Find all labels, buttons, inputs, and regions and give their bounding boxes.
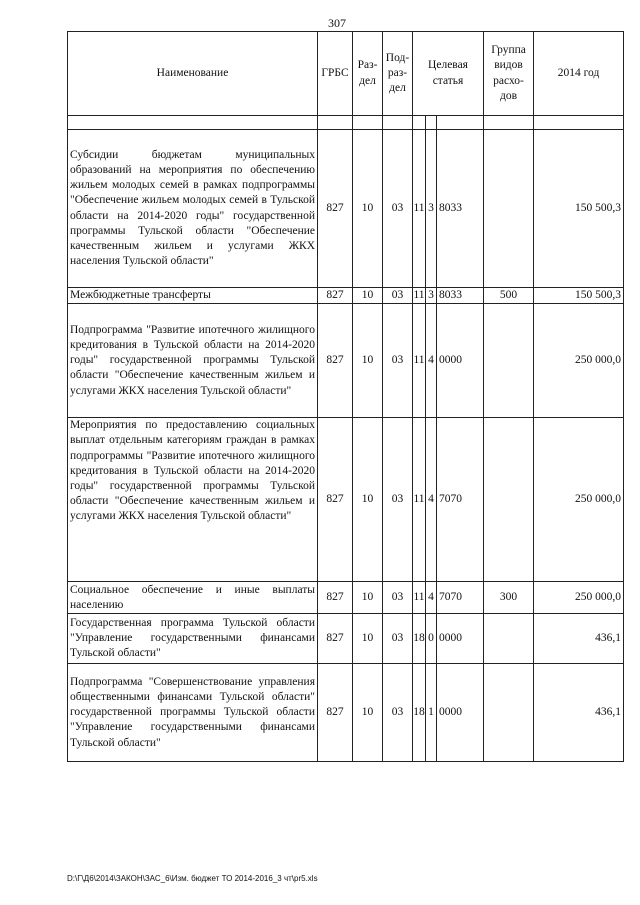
header-podrazdel: Под- раз- дел — [383, 32, 413, 116]
row-podrazdel: 03 — [383, 664, 413, 762]
budget-table — [67, 31, 624, 762]
row-podrazdel: 03 — [383, 614, 413, 664]
row-cs1: 11 — [413, 130, 426, 288]
row-amount: 250 000,0 — [534, 418, 624, 582]
file-path-footer: D:\Г\Д6\2014\ЗАКОН\ЗАС_6\Изм. бюджет ТО 2014-2016_3 чт\pr5.xls — [67, 874, 318, 883]
table-row — [68, 418, 624, 582]
row-razdel: 10 — [353, 664, 383, 762]
row-cs1: 18 — [413, 614, 426, 664]
row-group — [484, 130, 534, 288]
row-group: 300 — [484, 582, 534, 614]
row-razdel: 10 — [353, 304, 383, 418]
table-header-row — [68, 32, 624, 116]
row-cs2: 0 — [426, 614, 437, 664]
header-grbs: ГРБС — [318, 32, 353, 116]
row-group — [484, 418, 534, 582]
row-cs3: 8033 — [437, 130, 484, 288]
row-name: Мероприятия по предоставлению социальных выплат отдельным категориям граждан в рамках подпрограммы "Развитие ипотечного жилищного кредитования в Тульской области на 2014-2020 годы" государственной программы Тульской области "Обеспечение качественным жильем и услугами ЖКХ населения Тульской области" — [68, 418, 318, 582]
header-name: Наименование — [68, 32, 318, 116]
row-name: Подпрограмма "Развитие ипотечного жилищного кредитования в Тульской области на 2014-2020 годы" государственной программы Тульской области "Обеспечение качественным жильем и услугами ЖКХ населения Тульской области" — [68, 304, 318, 418]
row-cs1: 11 — [413, 418, 426, 582]
row-razdel: 10 — [353, 130, 383, 288]
row-cs2: 1 — [426, 664, 437, 762]
row-amount: 250 000,0 — [534, 304, 624, 418]
row-name: Субсидии бюджетам муниципальных образований на мероприятия по обеспечению жильем молодых семей в рамках подпрограммы "Обеспечение жильем молодых семей в Тульской области на 2014-2020 годы" государственной программы Тульской области "Обеспечение качественным жильем и услугами ЖКХ населения Тульской области" — [68, 130, 318, 288]
row-cs1: 11 — [413, 288, 426, 304]
row-amount: 436,1 — [534, 614, 624, 664]
table-row — [68, 288, 624, 304]
table-row — [68, 130, 624, 288]
row-name: Социальное обеспечение и иные выплаты населению — [68, 582, 318, 614]
row-cs3: 0000 — [437, 664, 484, 762]
header-year: 2014 год — [534, 32, 624, 116]
header-spacer — [68, 116, 624, 130]
row-podrazdel: 03 — [383, 418, 413, 582]
table-row — [68, 664, 624, 762]
row-grbs: 827 — [318, 582, 353, 614]
row-cs2: 4 — [426, 418, 437, 582]
row-cs2: 3 — [426, 288, 437, 304]
row-group: 500 — [484, 288, 534, 304]
row-cs3: 8033 — [437, 288, 484, 304]
row-grbs: 827 — [318, 418, 353, 582]
row-razdel: 10 — [353, 614, 383, 664]
table-row — [68, 582, 624, 614]
row-amount: 250 000,0 — [534, 582, 624, 614]
row-cs1: 11 — [413, 582, 426, 614]
row-cs2: 4 — [426, 304, 437, 418]
row-group — [484, 664, 534, 762]
row-grbs: 827 — [318, 130, 353, 288]
row-razdel: 10 — [353, 418, 383, 582]
row-grbs: 827 — [318, 614, 353, 664]
row-amount: 436,1 — [534, 664, 624, 762]
row-grbs: 827 — [318, 664, 353, 762]
row-cs3: 0000 — [437, 614, 484, 664]
row-name: Государственная программа Тульской области "Управление государственными финансами Тульской области" — [68, 614, 318, 664]
row-cs3: 7070 — [437, 582, 484, 614]
row-amount: 150 500,3 — [534, 130, 624, 288]
row-cs2: 3 — [426, 130, 437, 288]
row-podrazdel: 03 — [383, 304, 413, 418]
row-cs1: 11 — [413, 304, 426, 418]
row-group — [484, 304, 534, 418]
row-cs2: 4 — [426, 582, 437, 614]
row-name: Подпрограмма "Совершенствование управления общественными финансами Тульской области" государственной программы Тульской области "Управление государственными финансами Тульской области" — [68, 664, 318, 762]
row-group — [484, 614, 534, 664]
row-grbs: 827 — [318, 304, 353, 418]
row-podrazdel: 03 — [383, 288, 413, 304]
header-razdel: Раз- дел — [353, 32, 383, 116]
row-razdel: 10 — [353, 288, 383, 304]
row-podrazdel: 03 — [383, 130, 413, 288]
row-grbs: 827 — [318, 288, 353, 304]
row-cs3: 0000 — [437, 304, 484, 418]
row-podrazdel: 03 — [383, 582, 413, 614]
row-cs1: 18 — [413, 664, 426, 762]
page-number: 307 — [328, 16, 346, 30]
header-target: Целевая статья — [413, 32, 484, 116]
table-row — [68, 304, 624, 418]
row-name: Межбюджетные трансферты — [68, 288, 318, 304]
table-row — [68, 614, 624, 664]
row-amount: 150 500,3 — [534, 288, 624, 304]
header-group: Группа видов расхо- дов — [484, 32, 534, 116]
row-cs3: 7070 — [437, 418, 484, 582]
row-razdel: 10 — [353, 582, 383, 614]
